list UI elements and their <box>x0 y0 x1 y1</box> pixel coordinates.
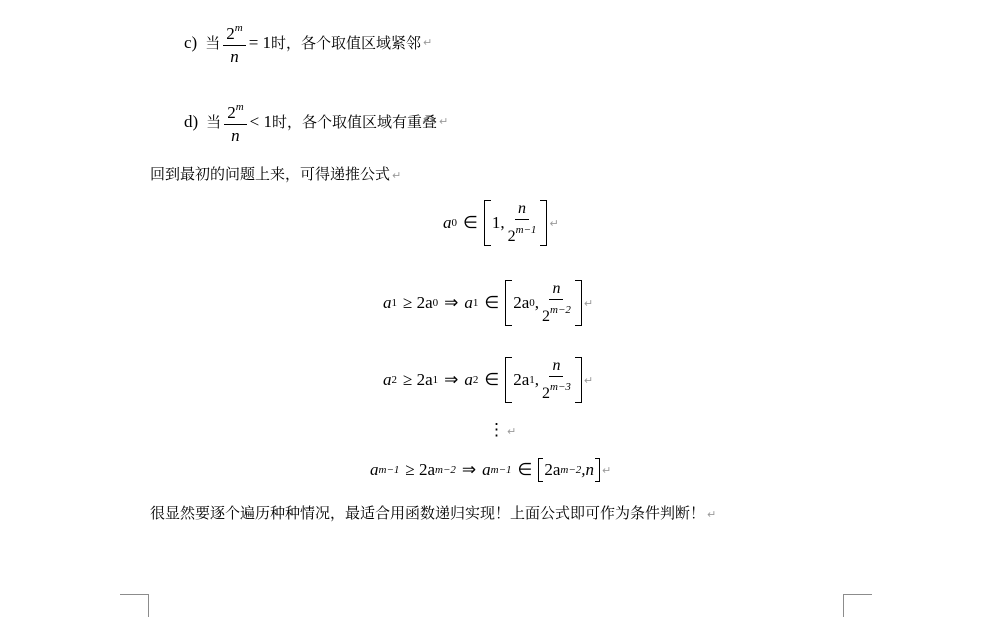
paragraph-mark: ↵ <box>392 169 402 182</box>
item-d <box>184 97 448 146</box>
interval-fraction: $\frac{n}{2^{m-3}}$ <box>542 357 571 402</box>
item-c-label: c) <box>184 32 198 52</box>
item-d-text: 时，各个取值区域有重叠 <box>271 113 437 131</box>
paragraph-mark: ↵ <box>507 425 517 438</box>
paragraph-mark: ↵ <box>602 463 612 477</box>
item-d-label: d) <box>184 111 199 131</box>
formula-a0: a 0 ∈ 1, $\frac{n}{2^{m-1}}$ ↵ <box>443 200 559 245</box>
paragraph-mark: ↵ <box>583 373 594 387</box>
page-corner-mark-left <box>120 594 149 617</box>
interval-fraction: $\frac{n}{2^{m-2}}$ <box>542 280 571 325</box>
interval-bracket: 1, $\frac{n}{2^{m-1}}$ <box>484 200 548 246</box>
paragraph-mark: ↵ <box>583 296 594 310</box>
item-c-prefix: 当 <box>205 34 221 52</box>
formula-am-1: a m−1 ≥ 2a m−2 ⇒ a m−1 ∈ 2a m−2 ,n ↵ <box>370 458 611 482</box>
interval-fraction: $\frac{n}{2^{m-1}}$ <box>507 200 537 245</box>
paragraph-text: 很显然要逐个遍历种种情况，最适合用函数递归实现！上面公式即可作为条件判断！ <box>150 504 706 522</box>
paragraph-conclusion <box>150 502 716 523</box>
formula-a2: a 2 ≥ 2a 1 ⇒ a 2 ∈ 2a 1 , $\frac{n}{2^{m-3}}$ ↵ <box>383 357 594 402</box>
paragraph-mark: ↵ <box>549 216 559 230</box>
paragraph-mark: ↵ <box>439 115 449 128</box>
item-d-prefix: 当 <box>206 113 222 131</box>
item-d-fraction: $\frac{2^m}{n}$ <box>224 97 246 146</box>
interval-bracket: 2a m−2 ,n <box>538 458 600 482</box>
formula-vdots: ⋮ ↵ <box>488 420 517 439</box>
item-c-relation: = 1 <box>248 32 272 52</box>
formula-a1: a 1 ≥ 2a 0 ⇒ a 1 ∈ 2a 0 , $\frac{n}{2^{m-2}}$ ↵ <box>383 280 594 325</box>
paragraph-text: 回到最初的问题上来，可得递推公式 <box>150 165 391 183</box>
paragraph-recurrence-intro <box>150 163 401 184</box>
interval-bracket: 2a 0 , $\frac{n}{2^{m-2}}$ <box>505 280 582 326</box>
interval-bracket: 2a 1 , $\frac{n}{2^{m-3}}$ <box>505 357 582 403</box>
paragraph-mark: ↵ <box>707 508 717 521</box>
item-c <box>184 18 432 67</box>
item-c-text: 时，各个取值区域紧邻 <box>271 34 422 52</box>
page-corner-mark-right <box>843 594 872 617</box>
item-c-fraction: $\frac{2^m}{n}$ <box>223 18 245 67</box>
item-d-relation: < 1 <box>249 111 272 131</box>
paragraph-mark: ↵ <box>423 36 433 49</box>
